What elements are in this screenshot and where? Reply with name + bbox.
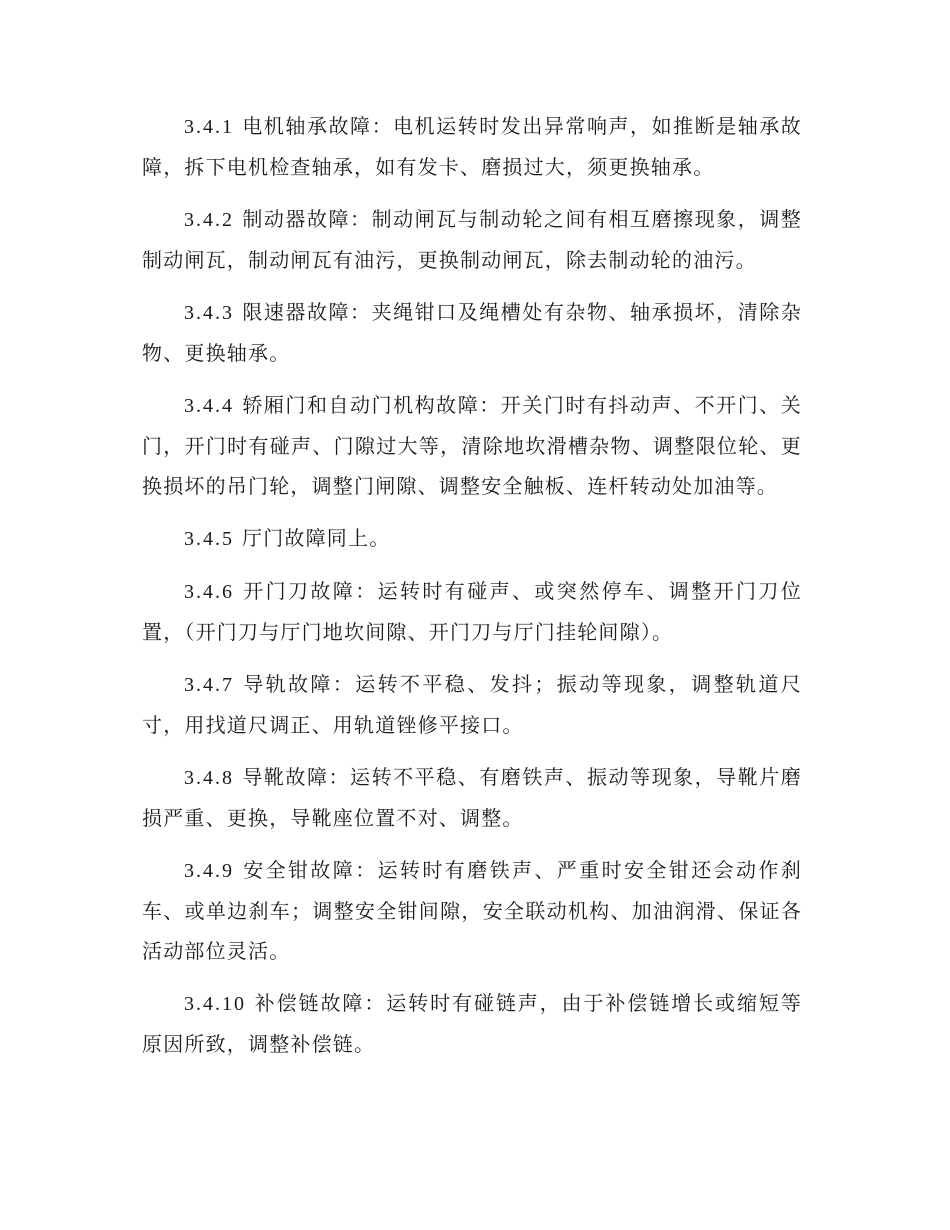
paragraph-text: 导轨故障：运转不平稳、发抖；振动等现象，调整轨道尺寸，用找道尺调正、用轨道锉修平接口。 bbox=[142, 672, 802, 737]
section-number: 3.4.5 bbox=[184, 528, 234, 550]
document-body bbox=[142, 106, 802, 1076]
paragraph-3-4-1 bbox=[142, 106, 802, 187]
paragraph-3-4-3 bbox=[142, 292, 802, 373]
paragraph-text: 限速器故障：夹绳钳口及绳槽处有杂物、轴承损坏，清除杂物、更换轴承。 bbox=[142, 300, 802, 365]
paragraph-text: 轿厢门和自动门机构故障：开关门时有抖动声、不开门、关门，开门时有碰声、门隙过大等，清除地坎滑槽杂物、调整限位轮、更换损坏的吊门轮，调整门闸隙、调整安全触板、连杆转动处加油等。 bbox=[142, 393, 802, 498]
paragraph-text: 补偿链故障：运转时有碰链声，由于补偿链增长或缩短等原因所致，调整补偿链。 bbox=[142, 991, 802, 1056]
section-number: 3.4.9 bbox=[184, 860, 234, 882]
paragraph-text: 开门刀故障：运转时有碰声、或突然停车、调整开门刀位置，（开门刀与厅门地坎间隙、开门刀与厅门挂轮间隙）。 bbox=[142, 579, 802, 644]
paragraph-3-4-2 bbox=[142, 199, 802, 280]
paragraph-3-4-4 bbox=[142, 385, 802, 506]
paragraph-3-4-5 bbox=[142, 518, 802, 559]
paragraph-text: 厅门故障同上。 bbox=[242, 526, 391, 550]
paragraph-3-4-9 bbox=[142, 850, 802, 971]
section-number: 3.4.7 bbox=[184, 674, 234, 696]
paragraph-text: 导靴故障：运转不平稳、有磨铁声、振动等现象，导靴片磨损严重、更换，导靴座位置不对、调整。 bbox=[142, 765, 802, 830]
paragraph-3-4-8 bbox=[142, 757, 802, 838]
section-number: 3.4.3 bbox=[184, 302, 234, 324]
paragraph-text: 安全钳故障：运转时有磨铁声、严重时安全钳还会动作刹车、或单边刹车；调整安全钳间隙，安全联动机构、加油润滑、保证各活动部位灵活。 bbox=[142, 858, 802, 963]
paragraph-text: 制动器故障：制动闸瓦与制动轮之间有相互磨擦现象，调整制动闸瓦，制动闸瓦有油污，更换制动闸瓦，除去制动轮的油污。 bbox=[142, 207, 802, 272]
section-number: 3.4.1 bbox=[184, 116, 234, 138]
paragraph-3-4-7 bbox=[142, 664, 802, 745]
section-number: 3.4.10 bbox=[184, 993, 246, 1015]
section-number: 3.4.4 bbox=[184, 395, 234, 417]
section-number: 3.4.6 bbox=[184, 581, 234, 603]
paragraph-3-4-10 bbox=[142, 983, 802, 1064]
paragraph-text: 电机轴承故障：电机运转时发出异常响声，如推断是轴承故障，拆下电机检查轴承，如有发卡、磨损过大，须更换轴承。 bbox=[142, 114, 802, 179]
section-number: 3.4.2 bbox=[184, 209, 234, 231]
paragraph-3-4-6 bbox=[142, 571, 802, 652]
section-number: 3.4.8 bbox=[184, 767, 234, 789]
